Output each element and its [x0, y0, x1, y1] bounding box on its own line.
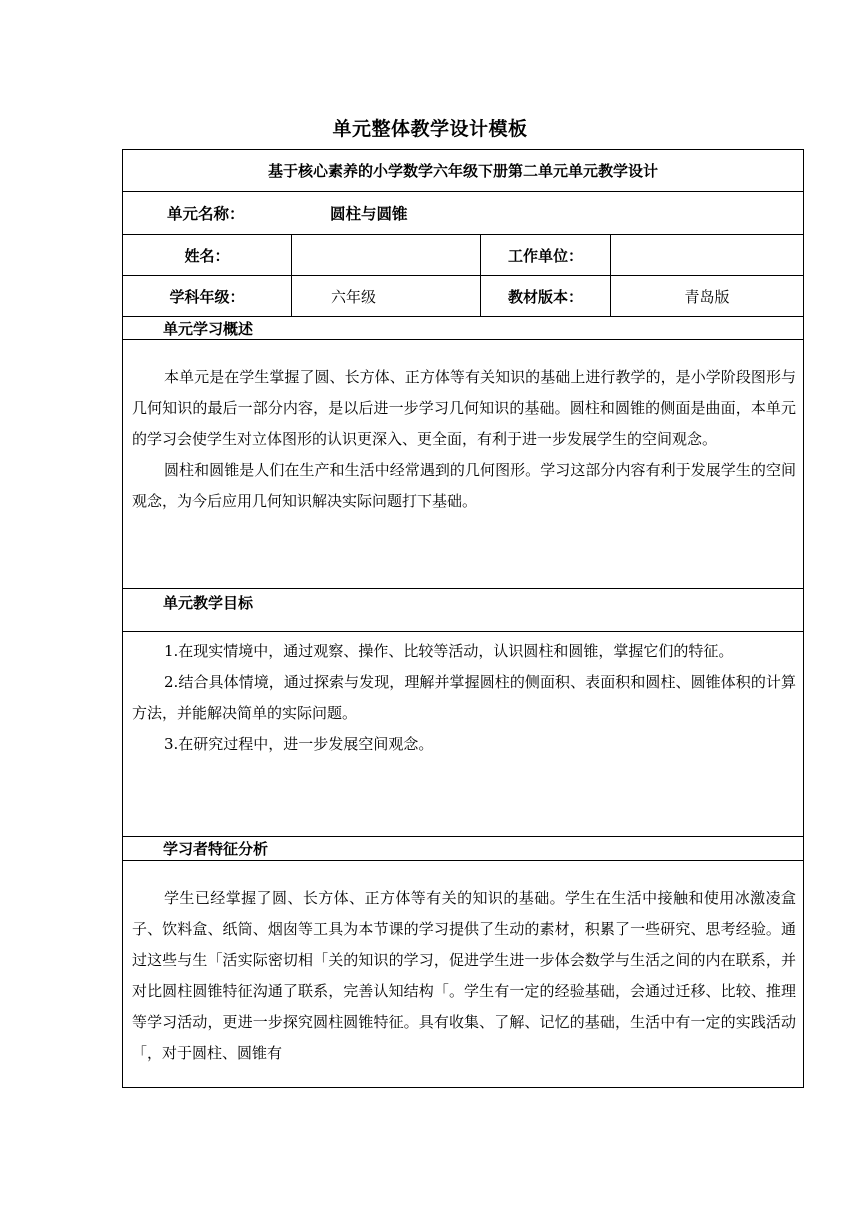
design-table: [122, 149, 804, 1088]
textbook-label: 教材版本：: [481, 276, 611, 317]
unit-name-row: [123, 192, 804, 235]
textbook-value: 青岛版: [611, 276, 804, 317]
objective-item: 1.在现实情境中，通过观察、操作、比较等活动，认识圆柱和圆锥，掌握它们的特征。: [164, 642, 734, 660]
design-title-cell: [123, 150, 804, 192]
objectives-heading: 单元教学目标: [123, 589, 804, 632]
overview-heading: 单元学习概述: [123, 317, 804, 340]
overview-paragraph: 圆柱和圆锥是人们在生产和生活中经常遇到的几何图形。学习这部分内容有利于发展学生的空间观念，为今后应用几何知识解决实际问题打下基础。: [132, 461, 797, 510]
objective-item: 2.结合具体情境，通过探索与发现，理解并掌握圆柱的侧面积、表面积和圆柱、圆锥体积的计算方法，并能解决简单的实际问题。: [132, 673, 797, 722]
objective-item: 3.在研究过程中，进一步发展空间观念。: [164, 735, 434, 753]
page-title: 单元整体教学设计模板: [332, 118, 528, 140]
learner-body: [123, 861, 804, 1088]
overview-paragraph: 本单元是在学生掌握了圆、长方体、正方体等有关知识的基础上进行教学的，是小学阶段图形与几何知识的最后一部分内容，是以后进一步学习几何知识的基础。圆柱和圆锥的侧面是曲面，本单元的学习会使学生对立体图形的认识更深入、更全面，有利于进一步发展学生的空间观念。: [132, 368, 797, 448]
objectives-body: [123, 632, 804, 837]
unit-name-value: 圆柱与圆锥: [330, 205, 408, 223]
subject-grade-label: 学科年级：: [123, 276, 292, 317]
learner-heading: 学习者特征分析: [123, 837, 804, 861]
overview-body: [123, 340, 804, 589]
name-label: 姓名：: [123, 235, 292, 276]
learner-paragraph: 学生已经掌握了圆、长方体、正方体等有关的知识的基础。学生在生活中接触和使用冰激凌盒子、饮料盒、纸筒、烟囱等工具为本节课的学习提供了生动的素材，积累了一些研究、思考经验。通过这些与生「活实际密切相「关的知识的学习，促进学生进一步体会数学与生活之间的内在联系，并对比圆柱圆锥特征沟通了联系，完善认知结构「。学生有一定的经验基础，会通过迁移、比较、推理等学习活动，更进一步探究圆柱圆锥特征。具有收集、了解、记忆的基础，生活中有一定的实践活动「，对于圆柱、圆锥有: [132, 889, 797, 1062]
design-title: 基于核心素养的小学数学六年级下册第二单元单元教学设计: [268, 162, 659, 180]
workplace-value[interactable]: [611, 235, 804, 276]
unit-name-label: 单元名称：: [167, 205, 245, 223]
workplace-label: 工作单位：: [481, 235, 611, 276]
name-value[interactable]: [292, 235, 481, 276]
subject-grade-value: 六年级: [292, 276, 481, 317]
